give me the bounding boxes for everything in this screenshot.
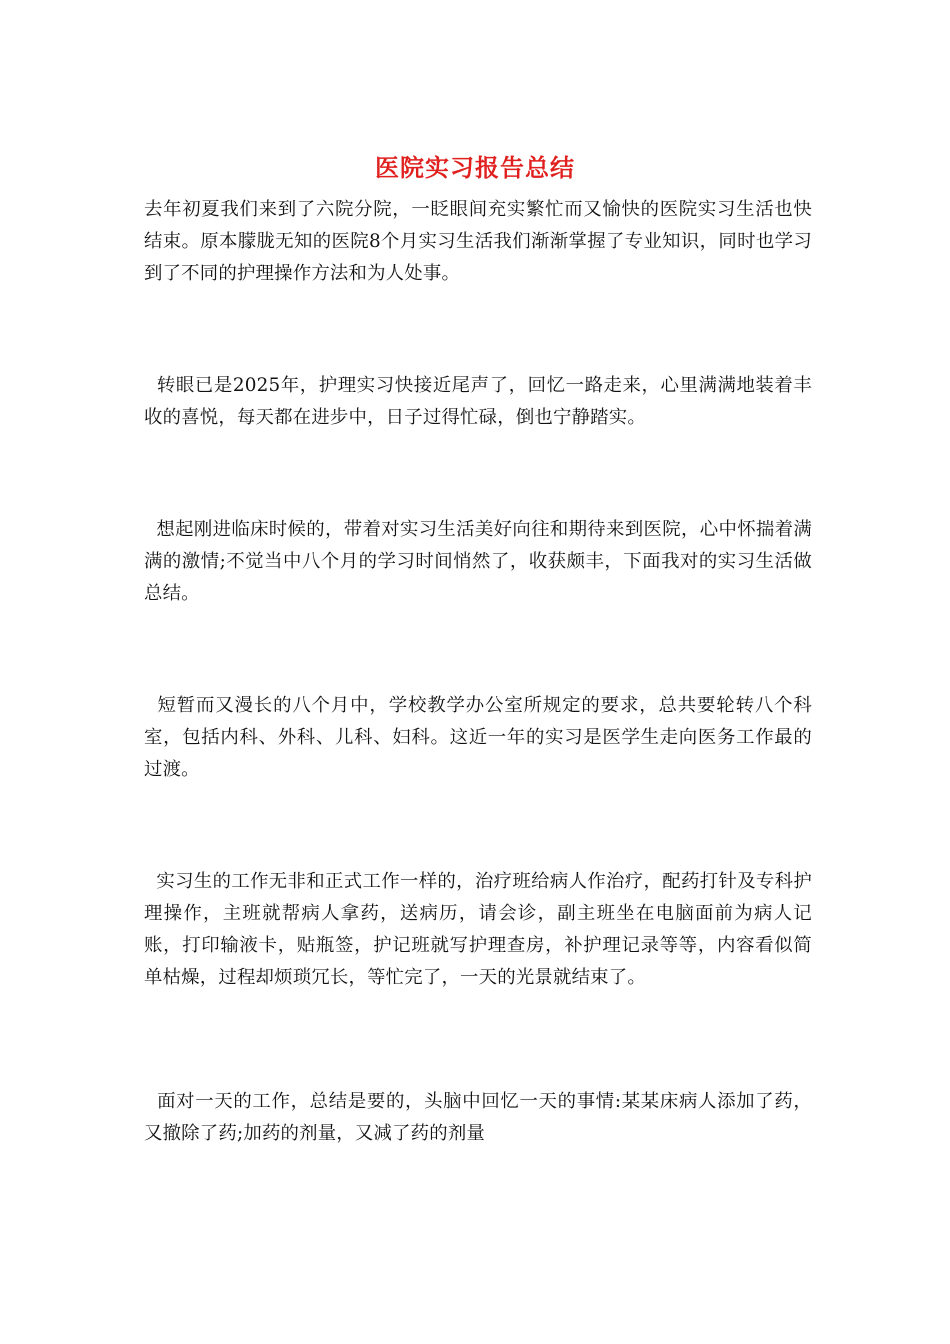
paragraph-5: 实习生的工作无非和正式工作一样的，治疗班给病人作治疗，配药打针及专科护理操作，主班就帮病人拿药，送病历，请会诊，副主班坐在电脑面前为病人记账，打印输液卡，贴瓶签，护记班就写护理查房，补护理记录等等，内容看似简单枯燥，过程却烦琐冗长，等忙完了，一天的光景就结束了。 <box>144 871 812 988</box>
paragraph-6: 面对一天的工作，总结是要的，头脑中回忆一天的事情:某某床病人添加了药，又撤除了药;加药的剂量，又减了药的剂量 <box>144 1091 812 1144</box>
paragraph-4: 短暂而又漫长的八个月中，学校教学办公室所规定的要求，总共要轮转八个科室，包括内科、外科、儿科、妇科。这近一年的实习是医学生走向医务工作最的过渡。 <box>144 695 812 780</box>
paragraph-3: 想起刚进临床时候的，带着对实习生活美好向往和期待来到医院，心中怀揣着满满的激情;不觉当中八个月的学习时间悄然了，收获颇丰，下面我对的实习生活做总结。 <box>144 519 812 604</box>
paragraph-1: 去年初夏我们来到了六院分院，一眨眼间充实繁忙而又愉快的医院实习生活也快结束。原本朦胧无知的医院8个月实习生活我们渐渐掌握了专业知识，同时也学习到了不同的护理操作方法和为人处事。 <box>144 199 812 284</box>
document-title: 医院实习报告总结 <box>375 153 575 182</box>
paragraph-2: 转眼已是2025年，护理实习快接近尾声了，回忆一路走来，心里满满地装着丰收的喜悦，每天都在进步中，日子过得忙碌，倒也宁静踏实。 <box>144 375 812 428</box>
